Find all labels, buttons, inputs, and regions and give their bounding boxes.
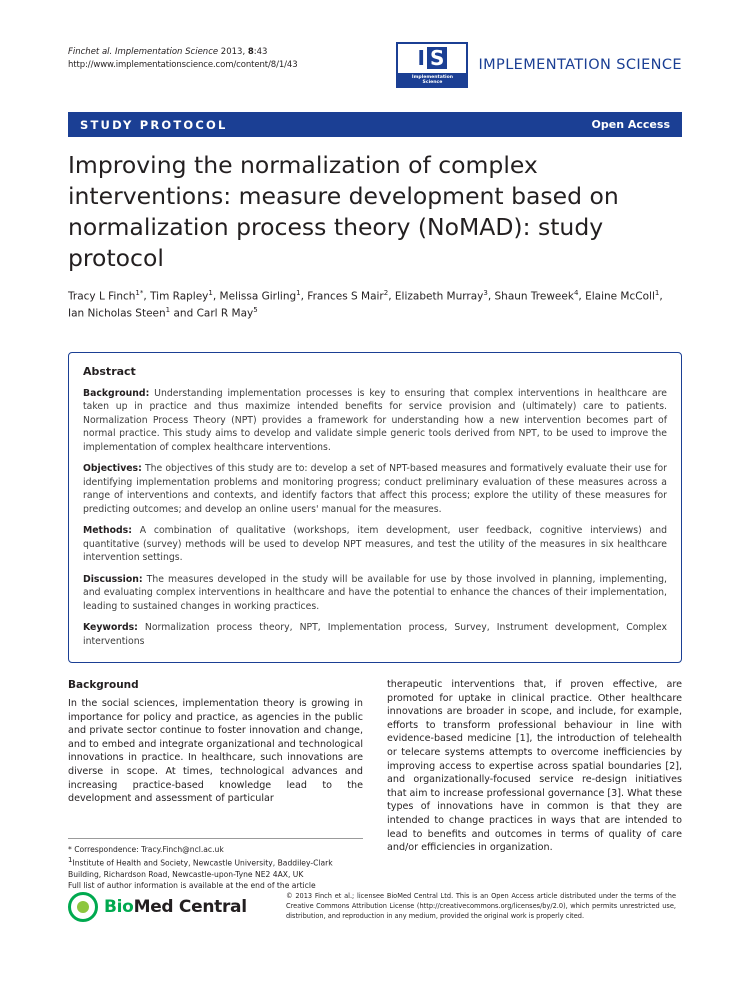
abstract-text-discussion: The measures developed in the study will be available for use by those involved in planning, implementing, and evaluating complex interventions in healthcare and have the potential to enhance the chances of their implementation, leading to sustained changes in working practices. (83, 573, 667, 612)
abstract-section-discussion (83, 573, 667, 613)
author-list: Tracy L Finch$^{1*}$, Tim Rapley$^1$, Melissa Girling$^1$, Frances S Mair$^2$, Elizabeth Murray$^3$, Shaun Treweek$^4$, Elaine McColl$^1$, Ian Nicholas Steen$^1$ and Carl R May$^5$ (68, 289, 663, 320)
biomed-central-logo (68, 892, 268, 922)
full-author-list-note: Full list of author information is available at the end of the article (68, 880, 316, 890)
author-affil-marker: 1 (208, 289, 213, 297)
author-affil-marker: 3 (483, 289, 488, 297)
author-affil-marker: 2 (383, 289, 389, 297)
article-type-banner (68, 112, 682, 137)
citation-year: 2013, (218, 47, 248, 57)
logo-subtext: Implementation Science (411, 74, 454, 86)
abstract-section-objectives (83, 462, 667, 516)
author-affil-marker: 1 (296, 289, 301, 297)
page-title: Improving the normalization of complex interventions: measure development based on normalization process theory (NoMAD): study protocol (68, 151, 619, 273)
abstract-text-keywords: Normalization process theory, NPT, Implementation process, Survey, Instrument development, Complex interventions (83, 622, 667, 647)
correspondence-footnote (68, 838, 363, 891)
body-column-left (68, 678, 363, 855)
abstract-text-background: Understanding implementation processes is key to ensuring that complex interventions in healthcare are taken up in practice and thus maximize intended benefits for service provision and (ultimately) care to patients. Normalization Process Theory (NPT) provides a framework for understanding how a new intervention becomes part of normal practice. This study aims to develop and validate simple generic tools derived from NPT, to be used to improve the implementation of complex healthcare interventions. (83, 388, 667, 453)
abstract-label-methods: Methods: (83, 525, 132, 537)
logo-letter-i: I (417, 46, 425, 71)
abstract-section-methods (83, 524, 667, 564)
page-header (68, 42, 682, 88)
citation-block (68, 42, 298, 72)
author-affil-marker: 5 (253, 305, 258, 314)
citation-line (68, 46, 298, 59)
body-paragraph-right: therapeutic interventions that, if proven effective, are promoted for uptake in clinical practice. Other healthcare innovations are broader in scope, and include, for example, efforts to transform professional behaviour in line with evidence-based medicine [1], the introduction of telehealth or telecare systems attempts to overcome inefficiencies by improving access to expertise across spatial boundaries [2], and organizationally-focused service re-design initiatives that aim to increase professional governance [3]. What these types of innovations have in common is that they are intended to change practices in ways that are intended to lead to benefits and outcomes in terms of quality of care and/or efficiencies in organization. (387, 679, 682, 854)
author-affil-marker: 1 (654, 289, 660, 297)
citation-journal: . Implementation Science (109, 47, 219, 57)
correspondence-label: * Correspondence: (68, 845, 139, 854)
abstract-label-keywords: Keywords: (83, 622, 138, 634)
body-columns (68, 678, 682, 855)
publisher-footer (68, 892, 682, 922)
citation-url[interactable]: http://www.implementationscience.com/content/8/1/43 (68, 59, 298, 70)
bmc-bio: Bio (104, 897, 134, 917)
body-column-right (387, 678, 682, 855)
open-access-label: Open Access (591, 118, 670, 131)
abstract-label-discussion: Discussion: (83, 573, 143, 585)
affiliation-text: $^1$Institute of Health and Society, Newcastle University, Baddiley-Clark Building, Richardson Road, Newcastle-upon-Tyne NE2 4AX, UK (68, 856, 333, 879)
biomed-central-mark-icon (68, 892, 98, 922)
abstract-text-objectives: The objectives of this study are to: develop a set of NPT-based measures and formatively evaluate their use for identifying implementation problems and monitoring progress; conduct preliminary evaluation of these measures across a range of interventions and contexts, and identify factors that affect this process; explore the utility of these measures for predicting outcomes; and develop an online users' manual for the measures. (83, 463, 667, 515)
abstract-box (68, 352, 682, 663)
article-type-label: STUDY PROTOCOL (80, 117, 228, 132)
journal-brand (396, 42, 682, 88)
logo-letter-s: S (427, 47, 447, 69)
citation-authors: Finch (68, 47, 91, 57)
correspondence-email[interactable]: Tracy.Finch@ncl.ac.uk (138, 845, 224, 854)
journal-title: IMPLEMENTATION SCIENCE (478, 57, 682, 73)
author-affil-marker: 4 (573, 289, 579, 297)
bmc-central: Central (173, 897, 247, 917)
license-text: © 2013 Finch et al.; licensee BioMed Central Ltd. This is an Open Access article distributed under the terms of the Creative Commons Attribution License (http://creativecommons.org/licenses/by/2.0), which permits unrestricted use, distribution, and reproduction in any medium, provided the original work is properly cited. (286, 892, 676, 920)
abstract-text-methods: A combination of qualitative (workshops, item development, user feedback, cognitive interviews) and quantitative (survey) methods will be used to develop NPT measures, and test the utility of the measures in six healthcare intervention settings. (83, 525, 667, 564)
citation-page: :43 (253, 47, 268, 57)
body-paragraph-left: In the social sciences, implementation theory is growing in importance for policy and practice, as agencies in the public and private sector continue to foster innovation and change, and to embed and integrate organizational and technological innovations in practice. In healthcare, such innovations are diverse in scope. At times, technological advances and increasing practice-based knowledge lead to the development and assessment of particular (68, 697, 363, 805)
abstract-label-objectives: Objectives: (83, 463, 142, 475)
citation-etal: et al (90, 47, 110, 57)
citation-volume: 8 (247, 47, 254, 57)
logo-glyphs (398, 44, 466, 73)
section-heading-background: Background (68, 679, 139, 691)
abstract-section-background (83, 387, 667, 454)
bmc-med: Med (133, 897, 174, 917)
affiliation-marker: 1 (68, 856, 73, 864)
biomed-central-wordmark (104, 897, 247, 917)
abstract-heading: Abstract (83, 365, 136, 378)
author-affil-marker: 1* (135, 289, 144, 297)
author-affil-marker: 1 (165, 305, 171, 314)
implementation-science-logo-icon (396, 42, 468, 88)
correspondence-line (68, 844, 363, 855)
abstract-label-background: Background: (83, 388, 150, 399)
abstract-section-keywords (83, 621, 667, 648)
